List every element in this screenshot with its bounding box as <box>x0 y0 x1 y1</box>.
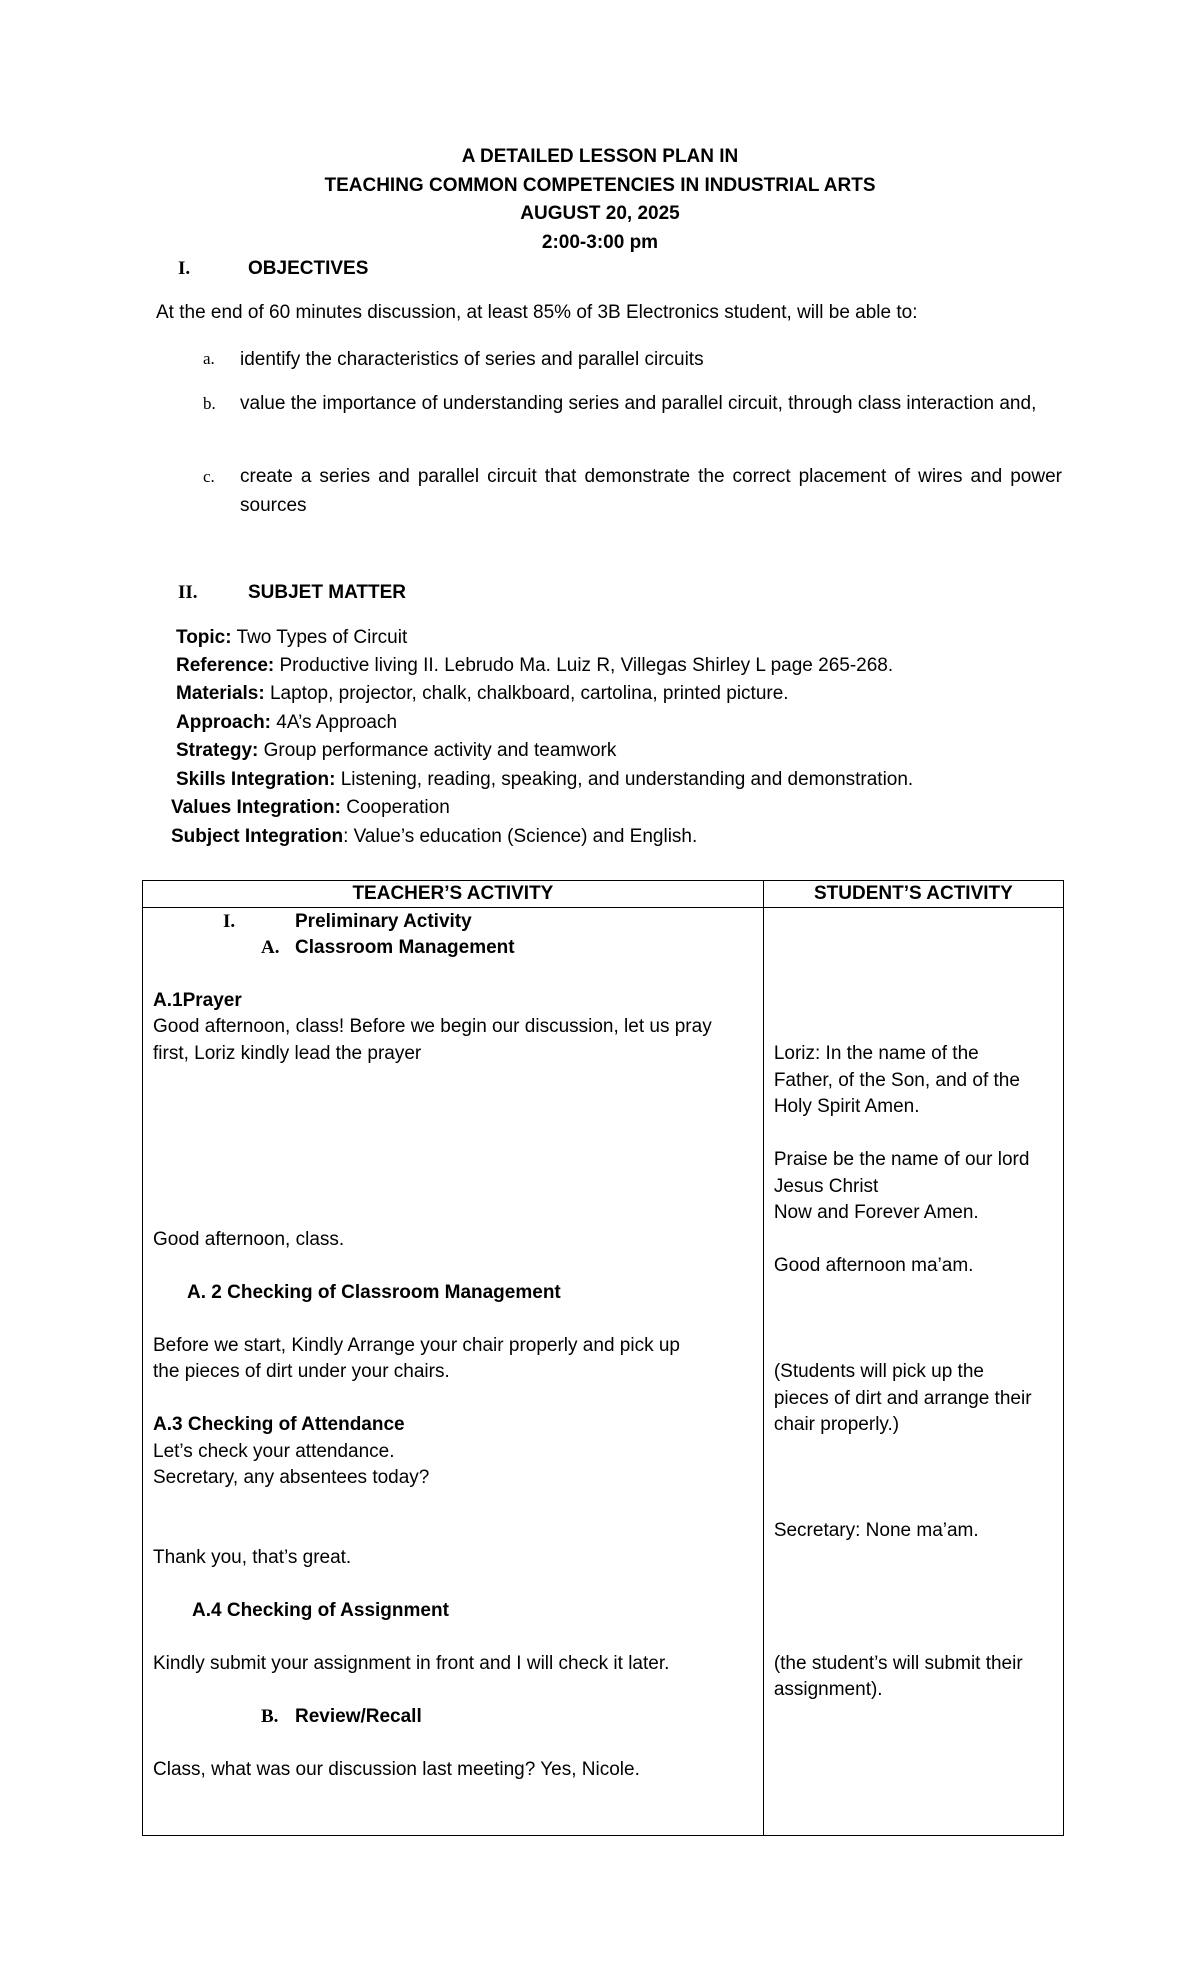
subject-materials: Materials: Laptop, projector, chalk, chalkboard, cartolina, printed picture. <box>176 683 789 704</box>
student-prayer-line-2: Father, of the Son, and of the <box>773 1070 1020 1091</box>
objectives-heading: OBJECTIVES <box>248 258 369 279</box>
subject-subject-integration: Subject Integration: Value’s education (Science) and English. <box>171 826 698 847</box>
teacher-activity-cell <box>143 908 764 1836</box>
attendance-line-1: Let’s check your attendance. <box>153 1441 395 1462</box>
subject-values-integration: Values Integration: Cooperation <box>171 797 450 818</box>
objectives-numeral: I. <box>178 258 191 279</box>
classroom-management-line-2: the pieces of dirt under your chairs. <box>153 1361 450 1382</box>
student-prayer-line-3: Holy Spirit Amen. <box>773 1096 920 1117</box>
student-praise-line-2: Jesus Christ <box>773 1176 879 1197</box>
prayer-line-1: Good afternoon, class! Before we begin our discussion, let us pray <box>153 1016 712 1037</box>
objective-b-text: value the importance of understanding series and parallel circuit, through class interaction and, <box>240 393 1037 414</box>
document-header <box>0 143 1200 257</box>
prayer-line-2: first, Loriz kindly lead the prayer <box>153 1043 422 1064</box>
teacher-thanks: Thank you, that’s great. <box>153 1547 352 1568</box>
class-management-title: Classroom Management <box>295 937 515 958</box>
student-greeting: Good afternoon ma’am. <box>773 1255 974 1276</box>
teacher-activity-header: TEACHER’S ACTIVITY <box>143 881 764 908</box>
subject-matter-heading: SUBJET MATTER <box>248 582 406 603</box>
subject-matter-numeral: II. <box>178 582 198 603</box>
attendance-line-2: Secretary, any absentees today? <box>153 1467 430 1488</box>
subject-topic: Topic: Two Types of Circuit <box>176 627 408 648</box>
preliminary-title: Preliminary Activity <box>295 911 472 932</box>
student-prayer-line-1: Loriz: In the name of the <box>773 1043 979 1064</box>
review-line: Class, what was our discussion last meeting? Yes, Nicole. <box>153 1759 640 1780</box>
attendance-title: A.3 Checking of Attendance <box>153 1414 405 1435</box>
objective-c-text: create a series and parallel circuit that demonstrate the correct placement of wires and power sources <box>240 466 1062 516</box>
header-title: A DETAILED LESSON PLAN IN <box>461 146 739 167</box>
student-activity-cell <box>763 908 1063 1836</box>
assignment-title: A.4 Checking of Assignment <box>192 1600 449 1621</box>
student-activity-header: STUDENT’S ACTIVITY <box>763 881 1063 908</box>
subject-strategy: Strategy: Group performance activity and teamwork <box>176 740 617 761</box>
activity-table <box>142 880 1064 1836</box>
objective-a-text: identify the characteristics of series and parallel circuits <box>240 349 704 370</box>
objective-b-letter: b. <box>203 394 216 413</box>
class-management-letter: A. <box>261 937 280 958</box>
classroom-management-check-title: A. 2 Checking of Classroom Management <box>187 1282 561 1303</box>
student-dirt-line-1: (Students will pick up the <box>773 1361 984 1382</box>
subject-skills-integration: Skills Integration: Listening, reading, speaking, and understanding and demonstration. <box>176 769 914 790</box>
student-assignment-line-2: assignment). <box>773 1679 883 1700</box>
review-title: Review/Recall <box>295 1706 422 1727</box>
teacher-greeting: Good afternoon, class. <box>153 1229 345 1250</box>
subject-approach: Approach: 4A’s Approach <box>176 712 398 733</box>
student-dirt-line-2: pieces of dirt and arrange their <box>773 1388 1032 1409</box>
prayer-title: A.1Prayer <box>153 990 242 1011</box>
classroom-management-line-1: Before we start, Kindly Arrange your chair properly and pick up <box>153 1335 680 1356</box>
header-time: 2:00-3:00 pm <box>541 231 659 253</box>
preliminary-numeral: I. <box>223 911 236 932</box>
header-subject: TEACHING COMMON COMPETENCIES IN INDUSTRIAL ARTS <box>324 174 876 196</box>
objectives-intro: At the end of 60 minutes discussion, at least 85% of 3B Electronics student, will be able to: <box>156 302 918 323</box>
review-letter: B. <box>261 1706 279 1727</box>
student-praise-line-1: Praise be the name of our lord <box>773 1149 1030 1170</box>
student-secretary: Secretary: None ma’am. <box>773 1520 979 1541</box>
student-praise-line-3: Now and Forever Amen. <box>773 1202 979 1223</box>
objective-c-letter: c. <box>203 467 215 486</box>
assignment-line: Kindly submit your assignment in front and I will check it later. <box>153 1653 670 1674</box>
header-date: AUGUST 20, 2025 <box>520 203 680 224</box>
objective-a-letter: a. <box>203 349 215 368</box>
subject-reference: Reference: Productive living II. Lebrudo Ma. Luiz R, Villegas Shirley L page 265-268. <box>176 655 894 676</box>
student-dirt-line-3: chair properly.) <box>773 1414 900 1435</box>
student-assignment-line-1: (the student’s will submit their <box>773 1653 1023 1674</box>
